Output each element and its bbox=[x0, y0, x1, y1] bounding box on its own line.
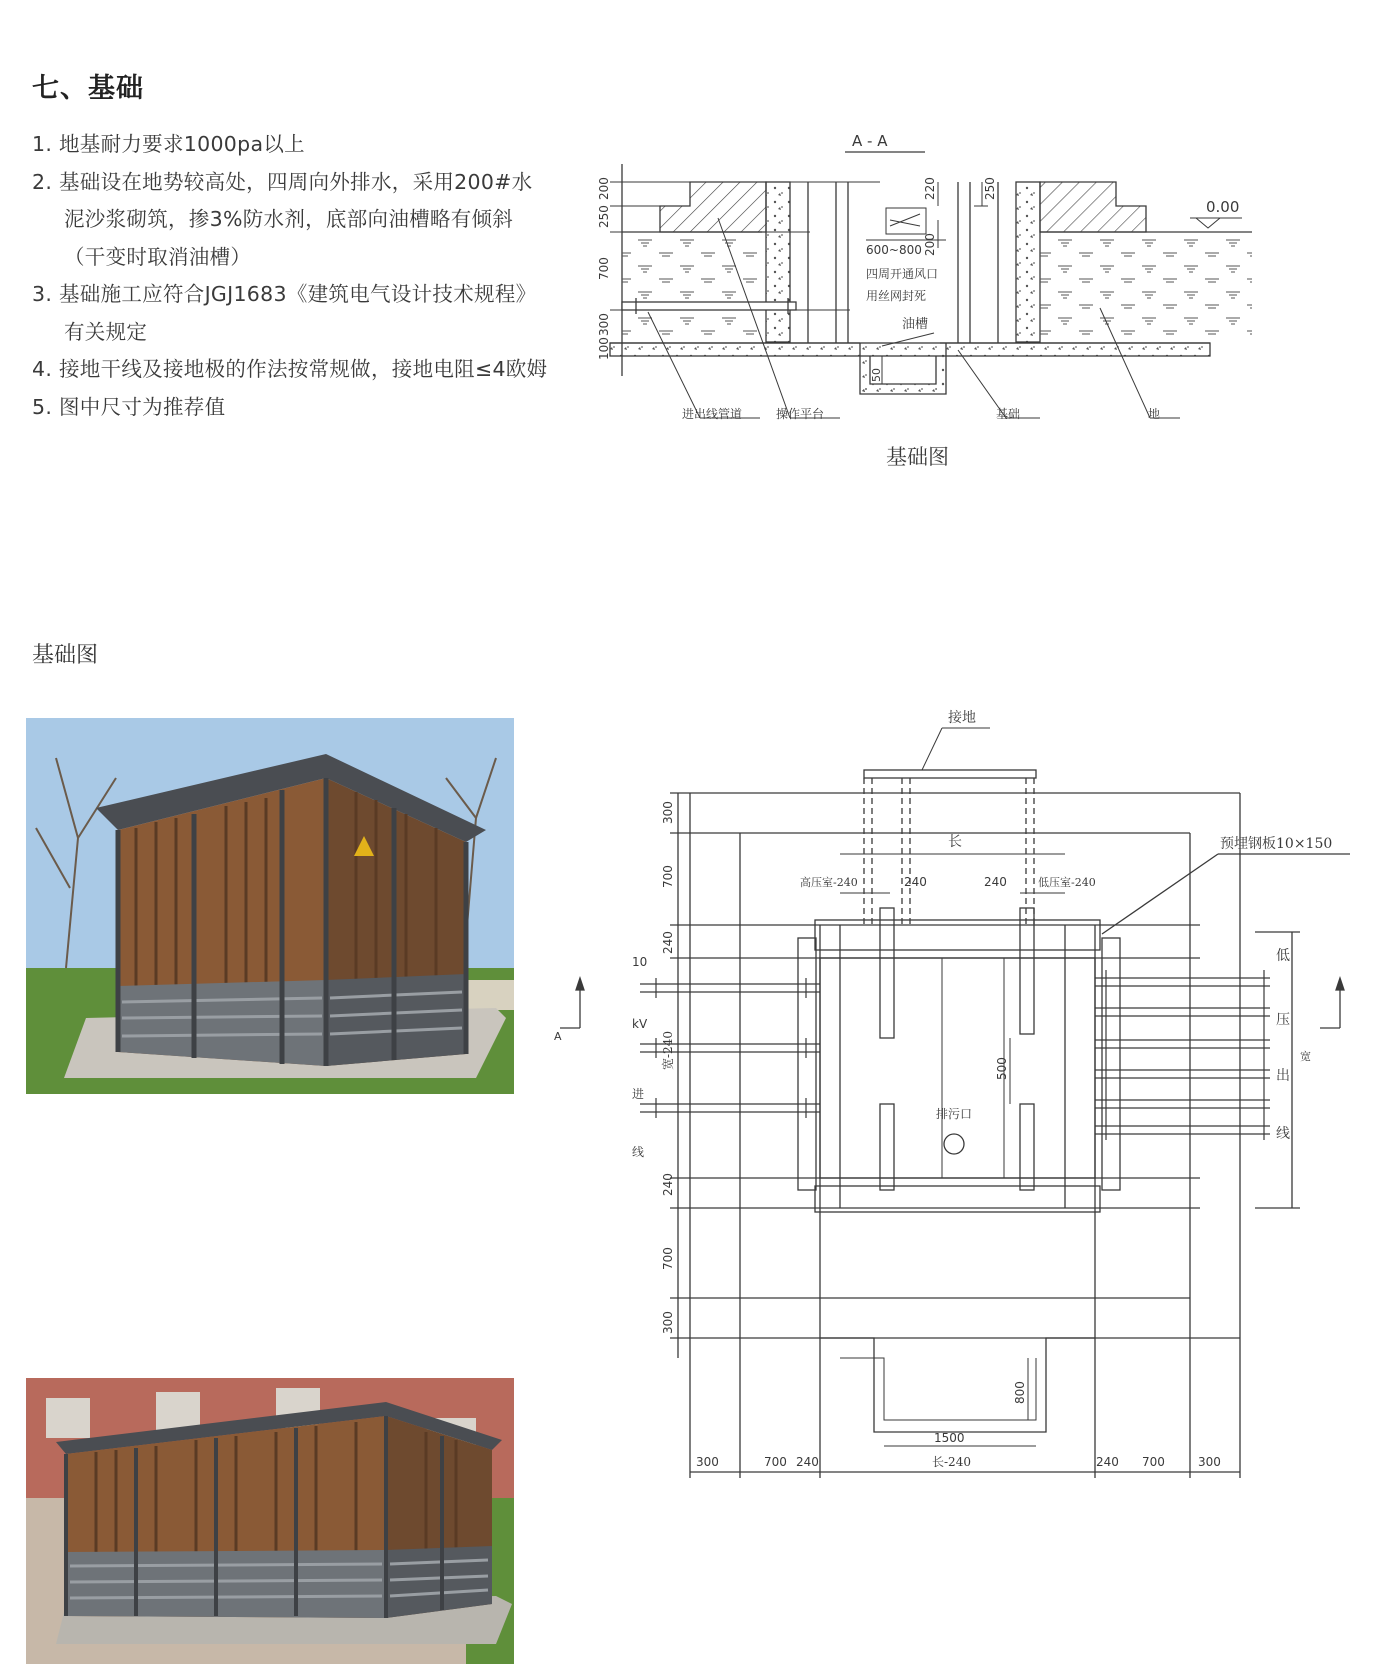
dim-240-right: 240 bbox=[984, 875, 1007, 889]
callout-foundation: 基础 bbox=[996, 407, 1021, 421]
bottom-dim-300-right: 300 bbox=[1198, 1455, 1221, 1469]
callout-platform: 操作平台 bbox=[776, 407, 825, 421]
oil-pit-label: 油槽 bbox=[902, 317, 929, 332]
dim-50: 50 bbox=[870, 368, 883, 382]
section-drawing-caption: 基础图 bbox=[886, 445, 949, 469]
callout-cable-pipe: 进出线管道 bbox=[682, 407, 743, 421]
requirement-4: 4. 接地干线及接地极的作法按常规做，接地电阻≤4欧姆 bbox=[32, 357, 548, 381]
vent-note-2: 用丝网封死 bbox=[866, 289, 927, 303]
left-dim-240-bottom: 240 bbox=[661, 1173, 675, 1196]
dim-220: 220 bbox=[923, 177, 937, 200]
section-mark: A - A bbox=[852, 132, 888, 150]
dim-800: 800 bbox=[1013, 1381, 1027, 1404]
grounding-label: 接地 bbox=[948, 710, 976, 726]
hv-in-jin: 进 bbox=[632, 1087, 645, 1101]
requirement-5: 5. 图中尺寸为推荐值 bbox=[32, 394, 226, 419]
hv-in-xian: 线 bbox=[632, 1145, 645, 1159]
lv-out-xian: 线 bbox=[1276, 1126, 1290, 1142]
dim-left-100: 100 bbox=[597, 337, 611, 360]
bottom-dim-240-left: 240 bbox=[796, 1455, 819, 1469]
foundation-drawing-label: 基础图 bbox=[32, 643, 99, 668]
dim-1500: 1500 bbox=[934, 1431, 965, 1445]
hv-room-label: 高压室-240 bbox=[800, 876, 858, 889]
left-dim-300-bottom: 300 bbox=[661, 1311, 675, 1334]
substation-photo-2 bbox=[26, 1378, 514, 1664]
bottom-dim-300-left: 300 bbox=[696, 1455, 719, 1469]
substation-photo-1 bbox=[26, 718, 514, 1094]
left-dim-240-top: 240 bbox=[661, 931, 675, 954]
requirement-1: 1. 地基耐力要求1000pa以上 bbox=[32, 132, 305, 156]
left-dim-width: 宽-240 bbox=[661, 1031, 675, 1070]
left-dim-700-bottom: 700 bbox=[661, 1247, 675, 1270]
lv-room-label: 低压室-240 bbox=[1038, 876, 1096, 889]
dim-240-left: 240 bbox=[904, 875, 927, 889]
steel-plate-label: 预埋钢板10×150 bbox=[1220, 836, 1333, 852]
width-right-label: 宽 bbox=[1300, 1050, 1311, 1063]
section-drawing bbox=[590, 128, 1330, 508]
callout-ground: 地 bbox=[1148, 407, 1161, 421]
section-title: 七、基础 bbox=[32, 73, 144, 104]
lv-out-chu: 出 bbox=[1276, 1068, 1290, 1084]
lv-out-ya: 压 bbox=[1276, 1012, 1290, 1028]
bottom-dim-240-right: 240 bbox=[1096, 1455, 1119, 1469]
dim-left-200: 200 bbox=[597, 177, 611, 200]
bottom-dim-length: 长-240 bbox=[932, 1455, 971, 1469]
bottom-dim-700-right: 700 bbox=[1142, 1455, 1165, 1469]
dim-left-250: 250 bbox=[597, 205, 611, 228]
dim-left-300: 300 bbox=[597, 313, 611, 336]
left-dim-300-top: 300 bbox=[661, 801, 675, 824]
left-dim-700-top: 700 bbox=[661, 865, 675, 888]
vent-note-1: 四周开通风口 bbox=[866, 267, 939, 281]
ground-level-label: 0.00 bbox=[1206, 198, 1240, 216]
dim-600-800: 600~800 bbox=[866, 243, 922, 257]
requirement-2: 2. 基础设在地势较高处，四周向外排水，采用200#水泥沙浆砌筑，掺3%防水剂，底部向油槽略有倾斜（干变时取消油槽） bbox=[32, 169, 533, 269]
requirements-list bbox=[32, 126, 552, 426]
hv-in-10: 10 bbox=[632, 955, 648, 969]
lv-out-di: 低 bbox=[1276, 948, 1290, 964]
bottom-dim-700-left: 700 bbox=[764, 1455, 787, 1469]
requirement-3: 3. 基础施工应符合JGJ1683《建筑电气设计技术规程》有关规定 bbox=[32, 282, 537, 344]
dim-left-700: 700 bbox=[597, 257, 611, 280]
hv-in-kv: kV bbox=[632, 1017, 648, 1031]
dim-250: 250 bbox=[983, 177, 997, 200]
plan-drawing bbox=[550, 708, 1360, 1508]
section-a-label: A bbox=[554, 1030, 562, 1043]
dim-200: 200 bbox=[923, 233, 937, 256]
drain-label: 排污口 bbox=[936, 1107, 973, 1121]
length-label: 长 bbox=[948, 834, 962, 850]
dim-500: 500 bbox=[995, 1057, 1009, 1080]
